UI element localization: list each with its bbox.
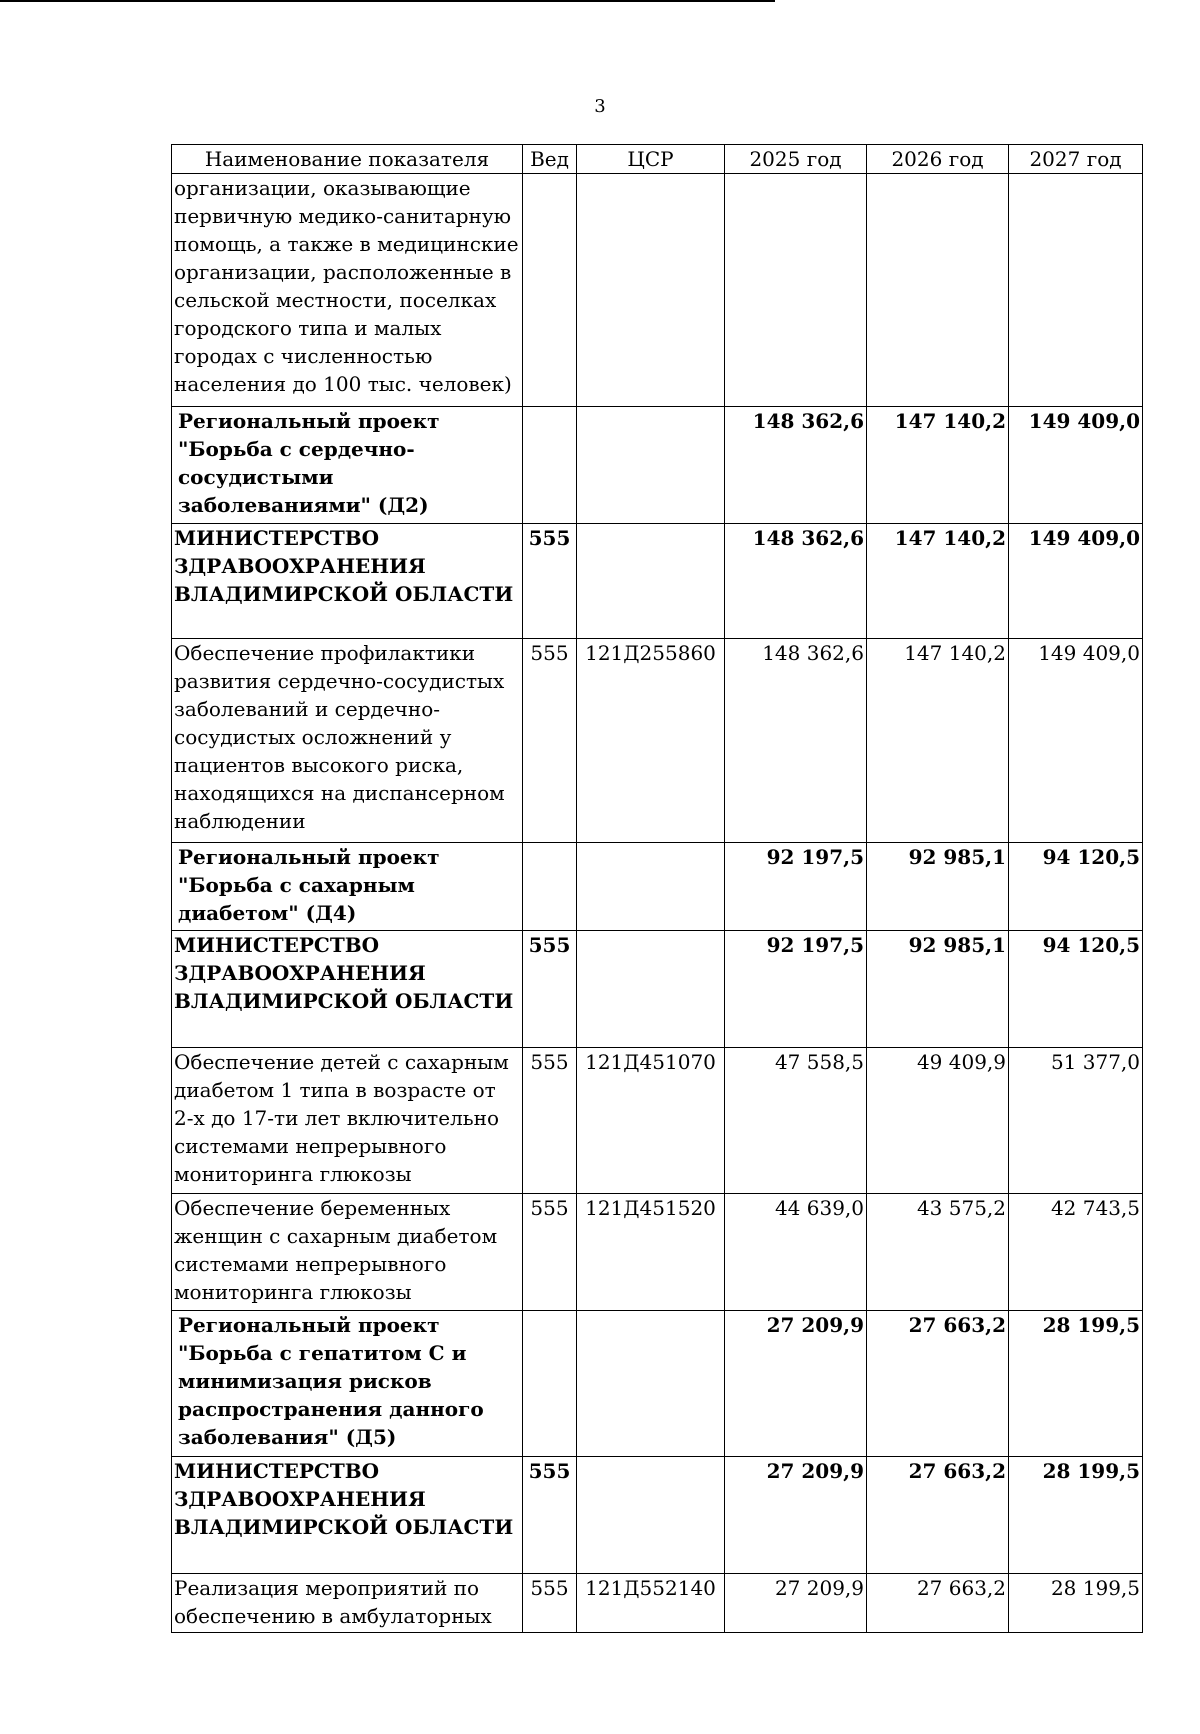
row-name: Реализация мероприятий по обеспечению в амбулаторных bbox=[172, 1574, 523, 1633]
row-csr bbox=[577, 1311, 725, 1457]
row-2025: 27 209,9 bbox=[725, 1457, 867, 1574]
row-name: Региональный проект "Борьба с сердечно-сосудистыми заболеваниями" (Д2) bbox=[172, 407, 523, 524]
row-csr: 121Д255860 bbox=[577, 639, 725, 843]
row-ved bbox=[523, 843, 577, 931]
row-ved: 555 bbox=[523, 1194, 577, 1311]
row-2025 bbox=[725, 174, 867, 407]
page-number: 3 bbox=[594, 96, 606, 117]
row-ved: 555 bbox=[523, 1574, 577, 1633]
table-row bbox=[172, 174, 1143, 407]
row-csr: 121Д451070 bbox=[577, 1048, 725, 1194]
row-csr: 121Д552140 bbox=[577, 1574, 725, 1633]
header-indicator-name: Наименование показателя bbox=[172, 145, 523, 174]
table-row bbox=[172, 407, 1143, 524]
row-2027: 149 409,0 bbox=[1009, 639, 1143, 843]
row-name: Обеспечение детей с сахарным диабетом 1 типа в возрасте от 2-х до 17-ти лет включительно системами непрерывного мониторинга глюкозы bbox=[172, 1048, 523, 1194]
row-2026: 49 409,9 bbox=[867, 1048, 1009, 1194]
row-2026: 27 663,2 bbox=[867, 1574, 1009, 1633]
row-2026: 147 140,2 bbox=[867, 639, 1009, 843]
header-csr: ЦСР bbox=[577, 145, 725, 174]
table-row bbox=[172, 1048, 1143, 1194]
row-2027: 28 199,5 bbox=[1009, 1311, 1143, 1457]
row-2026: 43 575,2 bbox=[867, 1194, 1009, 1311]
table-header-row bbox=[172, 145, 1143, 174]
row-2027: 28 199,5 bbox=[1009, 1457, 1143, 1574]
table-row bbox=[172, 639, 1143, 843]
budget-table bbox=[171, 144, 1143, 1633]
row-name: Обеспечение беременных женщин с сахарным диабетом системами непрерывного мониторинга глюкозы bbox=[172, 1194, 523, 1311]
table-row bbox=[172, 843, 1143, 931]
row-csr: 121Д451520 bbox=[577, 1194, 725, 1311]
row-ved: 555 bbox=[523, 1457, 577, 1574]
row-2025: 148 362,6 bbox=[725, 524, 867, 639]
header-2025: 2025 год bbox=[725, 145, 867, 174]
row-2025: 92 197,5 bbox=[725, 843, 867, 931]
row-ved bbox=[523, 1311, 577, 1457]
header-ved: Вед bbox=[523, 145, 577, 174]
row-2026: 92 985,1 bbox=[867, 931, 1009, 1048]
row-2027: 94 120,5 bbox=[1009, 931, 1143, 1048]
row-2026: 27 663,2 bbox=[867, 1311, 1009, 1457]
row-csr bbox=[577, 524, 725, 639]
row-ved: 555 bbox=[523, 1048, 577, 1194]
header-2027: 2027 год bbox=[1009, 145, 1143, 174]
row-name: МИНИСТЕРСТВО ЗДРАВООХРАНЕНИЯ ВЛАДИМИРСКОЙ ОБЛАСТИ bbox=[172, 1457, 523, 1574]
row-2027: 51 377,0 bbox=[1009, 1048, 1143, 1194]
row-2025: 148 362,6 bbox=[725, 407, 867, 524]
row-2026: 92 985,1 bbox=[867, 843, 1009, 931]
row-2027: 149 409,0 bbox=[1009, 407, 1143, 524]
row-2027: 28 199,5 bbox=[1009, 1574, 1143, 1633]
row-2025: 47 558,5 bbox=[725, 1048, 867, 1194]
table-row bbox=[172, 1194, 1143, 1311]
table-row bbox=[172, 1574, 1143, 1633]
row-2025: 27 209,9 bbox=[725, 1574, 867, 1633]
row-ved: 555 bbox=[523, 639, 577, 843]
table-row bbox=[172, 524, 1143, 639]
row-csr bbox=[577, 1457, 725, 1574]
row-ved: 555 bbox=[523, 524, 577, 639]
row-name: МИНИСТЕРСТВО ЗДРАВООХРАНЕНИЯ ВЛАДИМИРСКОЙ ОБЛАСТИ bbox=[172, 524, 523, 639]
row-csr bbox=[577, 931, 725, 1048]
row-ved bbox=[523, 174, 577, 407]
table-row bbox=[172, 1457, 1143, 1574]
table-row bbox=[172, 1311, 1143, 1457]
row-name: Региональный проект "Борьба с сахарным диабетом" (Д4) bbox=[172, 843, 523, 931]
table-row bbox=[172, 931, 1143, 1048]
row-2027: 149 409,0 bbox=[1009, 524, 1143, 639]
row-name: Обеспечение профилактики развития сердечно-сосудистых заболеваний и сердечно-сосудистых осложнений у пациентов высокого риска, находящихся на диспансерном наблюдении bbox=[172, 639, 523, 843]
row-2025: 44 639,0 bbox=[725, 1194, 867, 1311]
row-2027 bbox=[1009, 174, 1143, 407]
row-2025: 92 197,5 bbox=[725, 931, 867, 1048]
row-name: Региональный проект "Борьба с гепатитом С и минимизация рисков распространения данного заболевания" (Д5) bbox=[172, 1311, 523, 1457]
row-ved bbox=[523, 407, 577, 524]
row-name: организации, оказывающие первичную медико-санитарную помощь, а также в медицинские организации, расположенные в сельской местности, поселках городского типа и малых городах с численностью населения до 100 тыс. человек) bbox=[172, 174, 523, 407]
header-2026: 2026 год bbox=[867, 145, 1009, 174]
row-2027: 94 120,5 bbox=[1009, 843, 1143, 931]
row-csr bbox=[577, 843, 725, 931]
row-csr bbox=[577, 407, 725, 524]
row-2025: 148 362,6 bbox=[725, 639, 867, 843]
row-2026: 27 663,2 bbox=[867, 1457, 1009, 1574]
top-rule bbox=[0, 0, 775, 2]
row-ved: 555 bbox=[523, 931, 577, 1048]
row-2027: 42 743,5 bbox=[1009, 1194, 1143, 1311]
row-2026 bbox=[867, 174, 1009, 407]
row-csr bbox=[577, 174, 725, 407]
row-name: МИНИСТЕРСТВО ЗДРАВООХРАНЕНИЯ ВЛАДИМИРСКОЙ ОБЛАСТИ bbox=[172, 931, 523, 1048]
row-2025: 27 209,9 bbox=[725, 1311, 867, 1457]
row-2026: 147 140,2 bbox=[867, 524, 1009, 639]
row-2026: 147 140,2 bbox=[867, 407, 1009, 524]
